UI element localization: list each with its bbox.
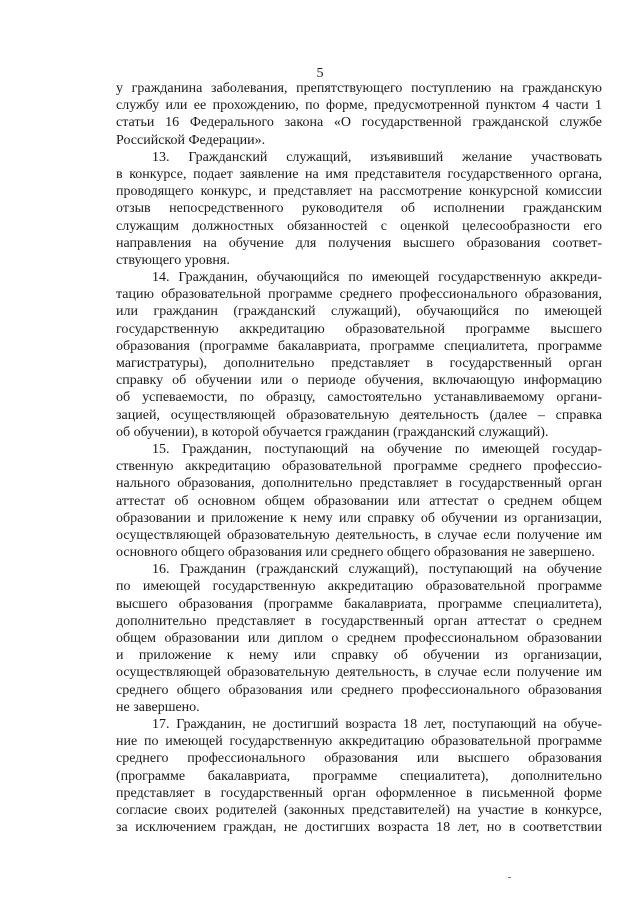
text-line: или гражданин (гражданский служащий), обучающийся по имеющей: [116, 304, 602, 320]
text-line: 16. Гражданин (гражданский служащий), поступающий на обучение: [152, 562, 602, 578]
text-line: по имеющей государственную аккредитацию образовательной программе: [116, 579, 602, 595]
text-line: среднего профессионального образования или высшего образования: [116, 751, 602, 767]
text-line: отзыв непосредственного руководителя об исполнении гражданским: [116, 201, 602, 217]
text-line: служащим должностных обязанностей с оценкой целесообразности его: [116, 218, 602, 234]
text-line: у гражданина заболевания, препятствующего поступлению на гражданскую: [116, 81, 602, 96]
text-line: ствующего уровня.: [116, 252, 230, 268]
paragraph-p17: [116, 716, 602, 836]
text-line: среднего общего образования или среднего профессионального образования: [116, 682, 602, 698]
text-line: тацию образовательной программе среднего профессионального образования,: [116, 287, 602, 303]
text-line: государственную аккредитацию образовательной программе высшего: [116, 321, 602, 337]
text-line: 13. Гражданский служащий, изъявивший желание участвовать: [152, 149, 602, 165]
text-line: согласие своих родителей (законных представителей) на участие в конкурсе,: [116, 802, 602, 818]
text-line: высшего образования (программе бакалавриата, программе специалитета),: [116, 596, 602, 612]
text-line: за исключением граждан, не достигших возраста 18 лет, но в соответствии: [116, 820, 602, 836]
text-line: Российской Федерации».: [116, 132, 266, 148]
text-line: 14. Гражданин, обучающийся по имеющей государственную аккреди-: [152, 270, 602, 286]
text-line: нального образования, дополнительно представляет в государственный орган: [116, 476, 602, 492]
text-line: направления на обучение для получения высшего образования соответ-: [116, 235, 602, 251]
text-line: аттестат об основном общем образовании или аттестат о среднем общем: [116, 493, 602, 509]
text-line: справку об обучении или о периоде обучения, включающую информацию: [116, 373, 602, 389]
paragraph-p14: [116, 269, 602, 441]
text-line: дополнительно представляет в государственный орган аттестат о среднем: [116, 613, 602, 629]
text-line: представляет в государственный орган оформленное в письменной форме: [116, 785, 602, 801]
text-line: службу или ее прохождению, по форме, предусмотренной пунктом 4 части 1: [116, 98, 602, 114]
text-line: осуществляющей образовательную деятельность, в случае если получение им: [116, 665, 602, 681]
text-line: проводящего конкурс, и представляет на рассмотрение конкурсной комиссии: [116, 184, 602, 200]
paragraph-p13: [116, 149, 602, 269]
paragraph-p16: [116, 561, 602, 716]
text-line: (программе бакалавриата, программе специалитета), дополнительно: [116, 768, 602, 784]
text-line: зацией, осуществляющей образовательную деятельность (далее – справка: [116, 407, 602, 423]
text-line: ние по имеющей государственную аккредитацию образовательной программе: [116, 734, 602, 750]
text-line: об обучении), в которой обучается гражданин (гражданский служащий).: [116, 424, 549, 440]
text-line: и приложение к нему или справку об обучении из организации,: [116, 648, 602, 664]
text-line: не завершено.: [116, 699, 200, 715]
text-line: образования (программе бакалавриата, программе специалитета, программе: [116, 338, 602, 354]
paragraph-p15: [116, 441, 602, 561]
page-number: 5: [316, 66, 324, 81]
text-line: в конкурсе, подает заявление на имя представителя государственного органа,: [116, 166, 602, 182]
scan-mark: [508, 877, 511, 878]
document-body: [116, 80, 602, 836]
text-line: магистратуры), дополнительно представляет в государственный орган: [116, 356, 602, 371]
text-line: образовании и приложение к нему или справку об обучении из организации,: [116, 510, 602, 526]
text-line: статьи 16 Федерального закона «О государственной гражданской службе: [116, 115, 602, 131]
paragraph-p12-cont: [116, 80, 602, 149]
text-line: основного общего образования или среднего общего образования не завершено.: [116, 545, 595, 561]
text-line: общем образовании или диплом о среднем профессиональном образовании: [116, 631, 602, 646]
text-line: об успеваемости, по образцу, самостоятельно устанавливаемому органи-: [116, 390, 602, 406]
text-line: ственную аккредитацию образовательной программе среднего профессио-: [116, 459, 602, 475]
text-line: 15. Гражданин, поступающий на обучение по имеющей государ-: [152, 441, 602, 457]
text-line: 17. Гражданин, не достигший возраста 18 лет, поступающий на обуче-: [152, 716, 602, 732]
text-line: осуществляющей образовательную деятельность, в случае если получение им: [116, 527, 602, 543]
